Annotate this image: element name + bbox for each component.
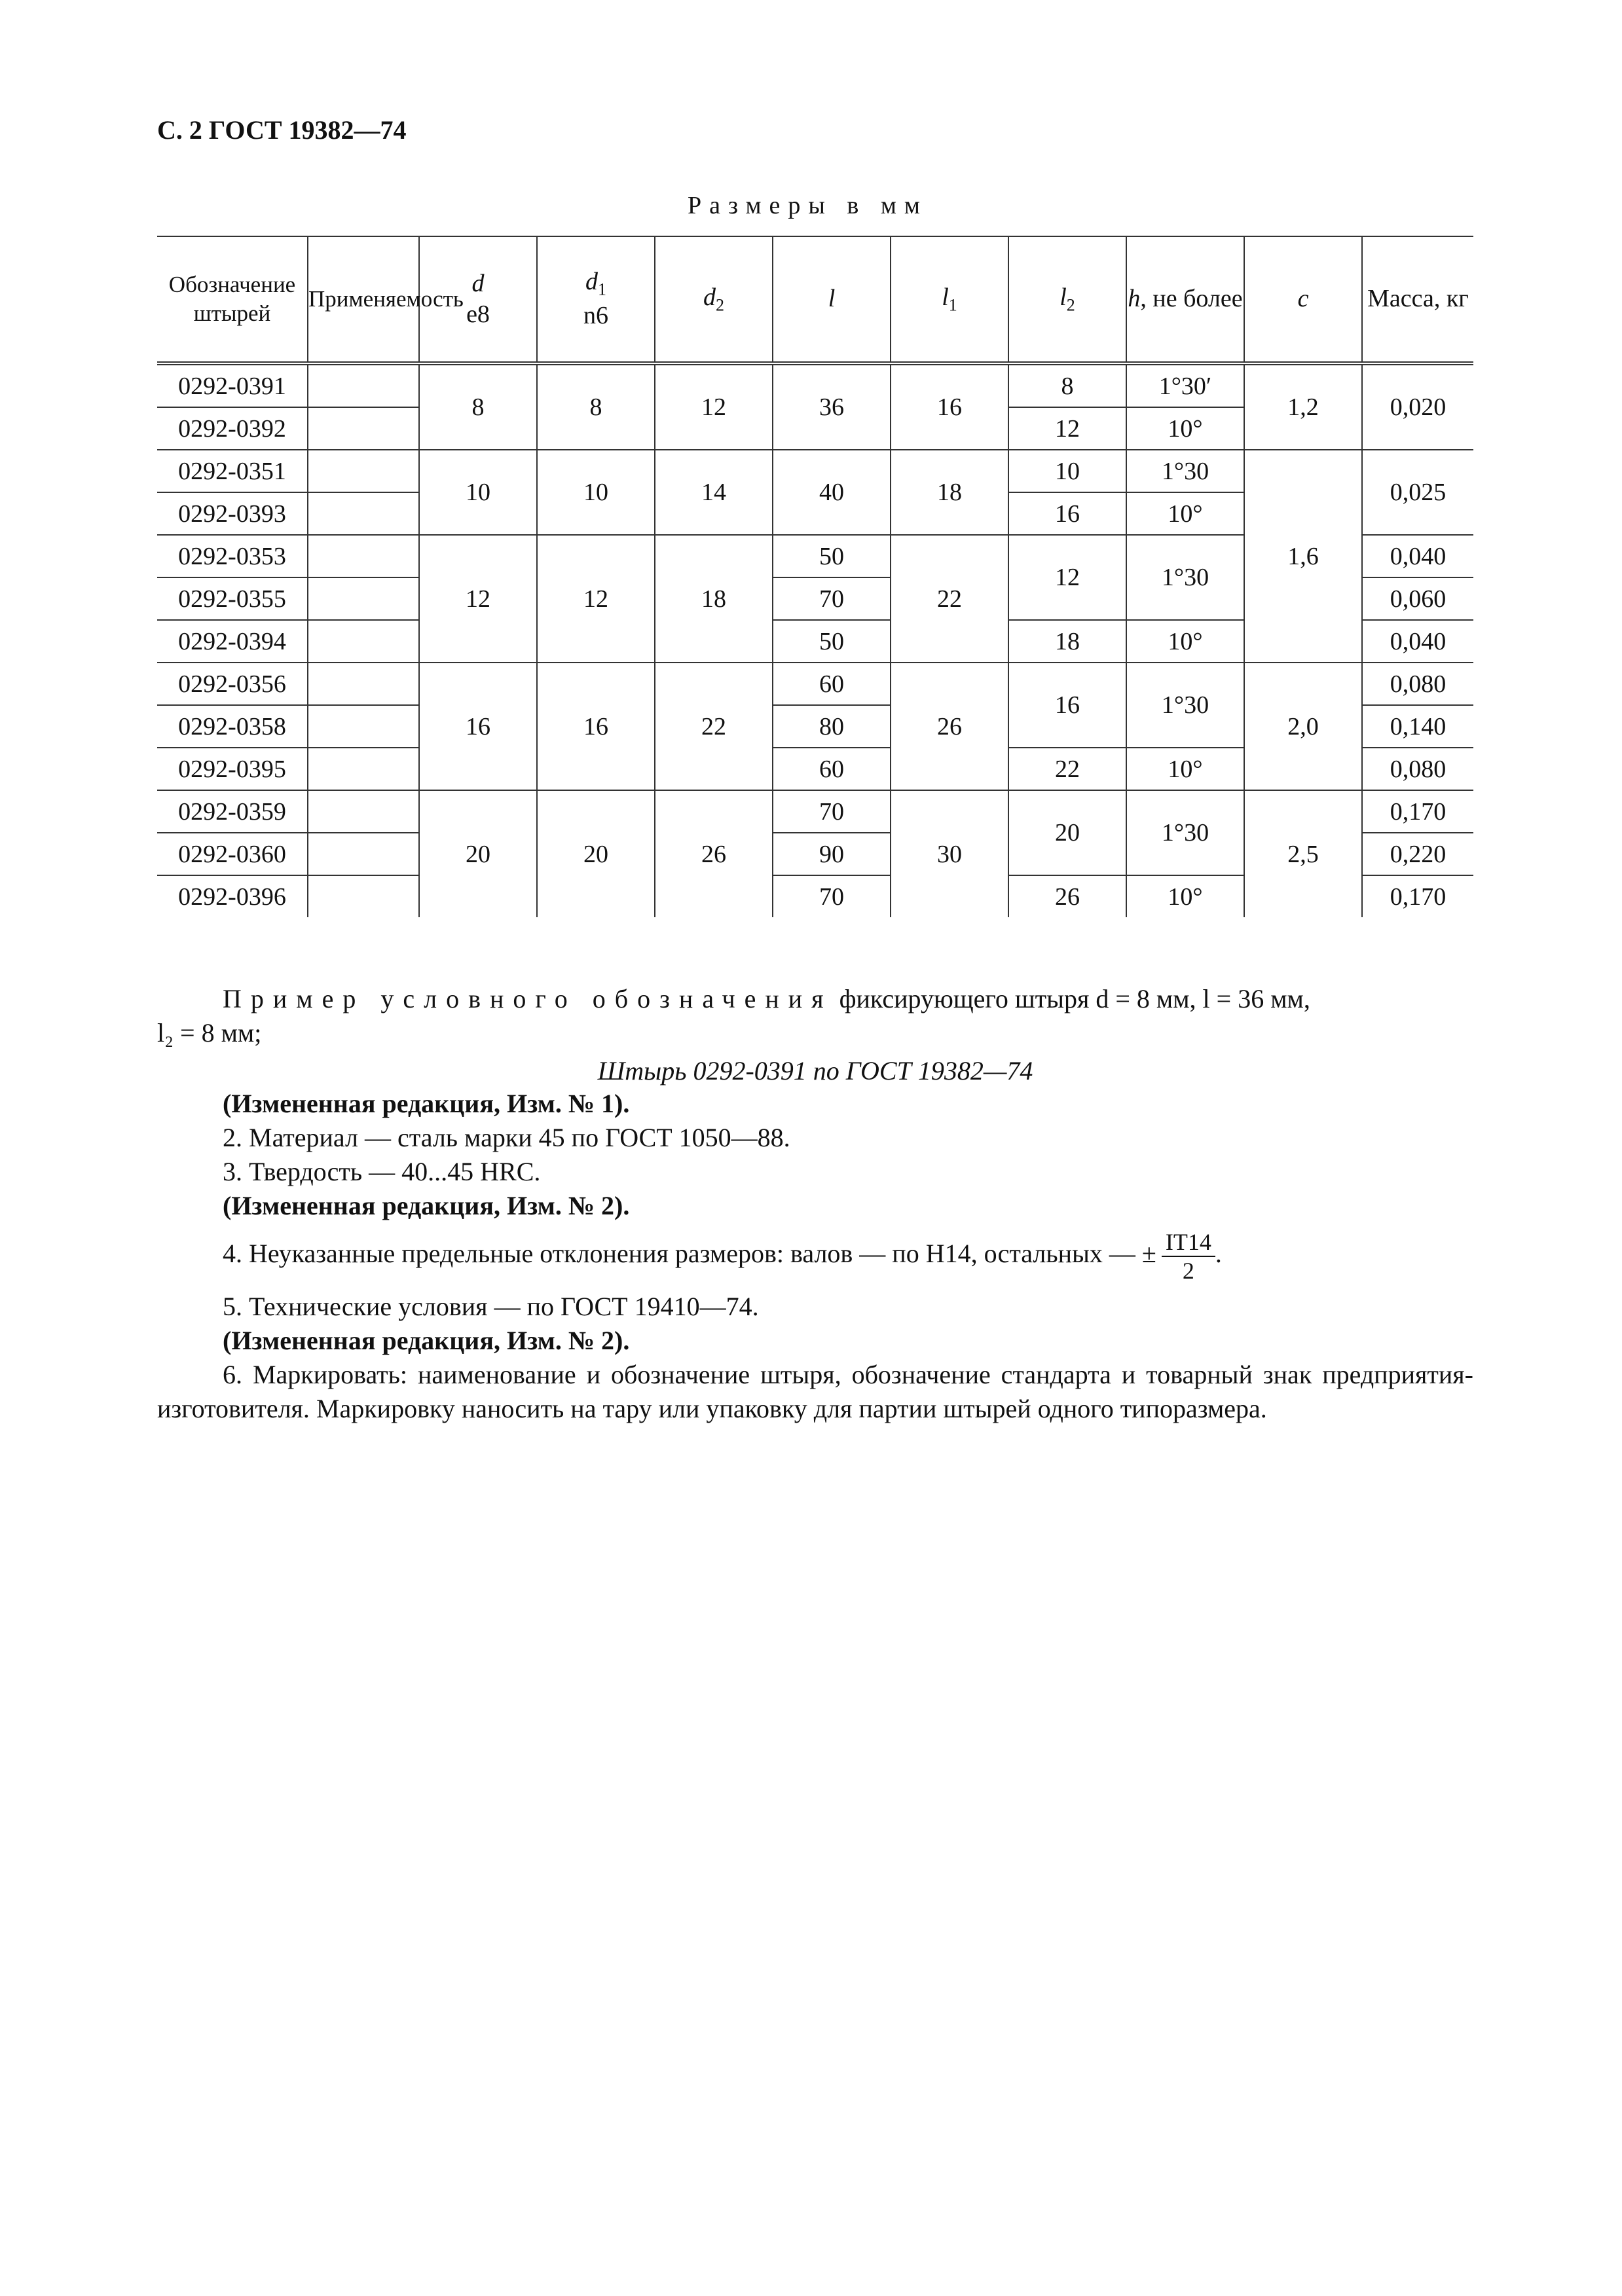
cell-d2: 26 bbox=[655, 790, 773, 917]
cell-mass: 0,025 bbox=[1362, 450, 1473, 535]
cell-applicability bbox=[308, 833, 419, 875]
table-row bbox=[157, 450, 1473, 492]
example-block bbox=[157, 982, 1473, 1088]
cell-d: 10 bbox=[419, 450, 537, 535]
cell-code: 0292-0355 bbox=[157, 577, 308, 620]
col-d1: $d_1$ n6 bbox=[537, 236, 655, 363]
cell-mass: 0,040 bbox=[1362, 620, 1473, 663]
cell-d1: 12 bbox=[537, 535, 655, 663]
cell-l2: 20 bbox=[1008, 790, 1126, 875]
col-d2: $d_2$ bbox=[655, 236, 773, 363]
example-line-2: l₂ = 8 мм; bbox=[157, 1018, 262, 1048]
col-c: c bbox=[1244, 236, 1362, 363]
cell-mass: 0,220 bbox=[1362, 833, 1473, 875]
page-header: С. 2 ГОСТ 19382—74 bbox=[157, 115, 407, 145]
cell-mass: 0,080 bbox=[1362, 748, 1473, 790]
cell-l1: 22 bbox=[891, 535, 1008, 663]
example-designation: Штырь 0292-0391 по ГОСТ 19382—74 bbox=[597, 1056, 1033, 1085]
table-row bbox=[157, 363, 1473, 407]
notes-block bbox=[157, 1087, 1473, 1426]
example-text: фиксирующего штыря d = 8 мм, l = 36 мм, bbox=[839, 984, 1310, 1013]
cell-applicability bbox=[308, 663, 419, 705]
cell-applicability bbox=[308, 407, 419, 450]
cell-h: 1°30 bbox=[1126, 535, 1244, 620]
cell-applicability bbox=[308, 705, 419, 748]
note-tolerances: 4. Неуказанные предельные отклонения размеров: валов — по Н14, остальных — ± $\frac{IT14}{2}$ . bbox=[223, 1229, 1222, 1284]
cell-l: 40 bbox=[773, 450, 891, 535]
cell-d1: 8 bbox=[537, 363, 655, 450]
cell-mass: 0,170 bbox=[1362, 875, 1473, 917]
cell-l: 60 bbox=[773, 663, 891, 705]
cell-d2: 18 bbox=[655, 535, 773, 663]
cell-l: 50 bbox=[773, 620, 891, 663]
cell-c: 2,5 bbox=[1244, 790, 1362, 917]
cell-d: 8 bbox=[419, 363, 537, 450]
revision-note: (Измененная редакция, Изм. № 2). bbox=[223, 1326, 630, 1355]
cell-applicability bbox=[308, 875, 419, 917]
cell-l: 70 bbox=[773, 790, 891, 833]
cell-mass: 0,170 bbox=[1362, 790, 1473, 833]
cell-c: 1,2 bbox=[1244, 363, 1362, 450]
cell-applicability bbox=[308, 577, 419, 620]
cell-code: 0292-0396 bbox=[157, 875, 308, 917]
cell-h: 1°30 bbox=[1126, 663, 1244, 748]
revision-note: (Измененная редакция, Изм. № 2). bbox=[223, 1191, 630, 1220]
cell-l2: 26 bbox=[1008, 875, 1126, 917]
col-l2: $l_2$ bbox=[1008, 236, 1126, 363]
cell-d2: 14 bbox=[655, 450, 773, 535]
cell-code: 0292-0395 bbox=[157, 748, 308, 790]
col-l1: $l_1$ bbox=[891, 236, 1008, 363]
note-hardness: 3. Твердость — 40...45 HRC. bbox=[223, 1157, 541, 1186]
cell-code: 0292-0391 bbox=[157, 363, 308, 407]
cell-applicability bbox=[308, 492, 419, 535]
example-line bbox=[157, 982, 1473, 1016]
cell-h: 10° bbox=[1126, 875, 1244, 917]
cell-l: 90 bbox=[773, 833, 891, 875]
cell-l2: 22 bbox=[1008, 748, 1126, 790]
note-material: 2. Материал — сталь марки 45 по ГОСТ 1050—88. bbox=[223, 1123, 790, 1152]
cell-h: 10° bbox=[1126, 492, 1244, 535]
cell-h: 1°30 bbox=[1126, 450, 1244, 492]
cell-code: 0292-0353 bbox=[157, 535, 308, 577]
cell-mass: 0,080 bbox=[1362, 663, 1473, 705]
cell-l2: 16 bbox=[1008, 663, 1126, 748]
cell-l: 70 bbox=[773, 875, 891, 917]
col-l: l bbox=[773, 236, 891, 363]
cell-applicability bbox=[308, 535, 419, 577]
cell-h: 10° bbox=[1126, 748, 1244, 790]
col-applicability: Применяемость bbox=[308, 236, 419, 363]
cell-l: 80 bbox=[773, 705, 891, 748]
cell-l1: 26 bbox=[891, 663, 1008, 790]
cell-l2: 8 bbox=[1008, 363, 1126, 407]
cell-d: 12 bbox=[419, 535, 537, 663]
table-row bbox=[157, 790, 1473, 833]
cell-c: 2,0 bbox=[1244, 663, 1362, 790]
dimensions-table bbox=[157, 236, 1473, 917]
cell-code: 0292-0393 bbox=[157, 492, 308, 535]
col-mass: Масса, кг bbox=[1362, 236, 1473, 363]
cell-l: 60 bbox=[773, 748, 891, 790]
cell-h: 10° bbox=[1126, 407, 1244, 450]
cell-h: 10° bbox=[1126, 620, 1244, 663]
cell-applicability bbox=[308, 748, 419, 790]
cell-l2: 10 bbox=[1008, 450, 1126, 492]
note-marking: 6. Маркировать: наименование и обозначение штыря, обозначение стандарта и товарный знак предприятия-изготовителя. Маркировку наносить на тару или упаковку для партии штырей одного типоразмера. bbox=[157, 1360, 1473, 1423]
cell-mass: 0,040 bbox=[1362, 535, 1473, 577]
col-h: h, не более bbox=[1126, 236, 1244, 363]
cell-l2: 12 bbox=[1008, 535, 1126, 620]
table-row bbox=[157, 663, 1473, 705]
cell-l1: 18 bbox=[891, 450, 1008, 535]
cell-code: 0292-0359 bbox=[157, 790, 308, 833]
cell-l2: 18 bbox=[1008, 620, 1126, 663]
cell-d1: 20 bbox=[537, 790, 655, 917]
cell-d1: 16 bbox=[537, 663, 655, 790]
cell-mass: 0,060 bbox=[1362, 577, 1473, 620]
cell-l1: 30 bbox=[891, 790, 1008, 917]
cell-c: 1,6 bbox=[1244, 450, 1362, 663]
table-header-row bbox=[157, 236, 1473, 363]
cell-h: 1°30 bbox=[1126, 790, 1244, 875]
revision-note: (Измененная редакция, Изм. № 1). bbox=[223, 1089, 630, 1118]
cell-applicability bbox=[308, 790, 419, 833]
cell-applicability bbox=[308, 620, 419, 663]
dimensions-caption: Размеры в мм bbox=[688, 192, 928, 219]
col-designation: Обозначение штырей bbox=[157, 236, 308, 363]
cell-code: 0292-0360 bbox=[157, 833, 308, 875]
cell-l: 50 bbox=[773, 535, 891, 577]
cell-code: 0292-0358 bbox=[157, 705, 308, 748]
cell-d2: 12 bbox=[655, 363, 773, 450]
cell-code: 0292-0351 bbox=[157, 450, 308, 492]
cell-code: 0292-0392 bbox=[157, 407, 308, 450]
cell-l: 70 bbox=[773, 577, 891, 620]
fraction: $\frac{IT14}{2}$ bbox=[1162, 1228, 1215, 1285]
cell-h: 1°30′ bbox=[1126, 363, 1244, 407]
cell-d1: 10 bbox=[537, 450, 655, 535]
cell-d: 16 bbox=[419, 663, 537, 790]
cell-mass: 0,140 bbox=[1362, 705, 1473, 748]
note-technical-conditions: 5. Технические условия — по ГОСТ 19410—74. bbox=[223, 1292, 759, 1321]
cell-code: 0292-0394 bbox=[157, 620, 308, 663]
cell-applicability bbox=[308, 363, 419, 407]
example-label: Пример условного обозначения bbox=[223, 984, 833, 1013]
cell-l: 36 bbox=[773, 363, 891, 450]
cell-mass: 0,020 bbox=[1362, 363, 1473, 450]
cell-code: 0292-0356 bbox=[157, 663, 308, 705]
cell-l2: 12 bbox=[1008, 407, 1126, 450]
cell-applicability bbox=[308, 450, 419, 492]
cell-l2: 16 bbox=[1008, 492, 1126, 535]
cell-l1: 16 bbox=[891, 363, 1008, 450]
col-d: d e8 bbox=[419, 236, 537, 363]
cell-d2: 22 bbox=[655, 663, 773, 790]
cell-d: 20 bbox=[419, 790, 537, 917]
